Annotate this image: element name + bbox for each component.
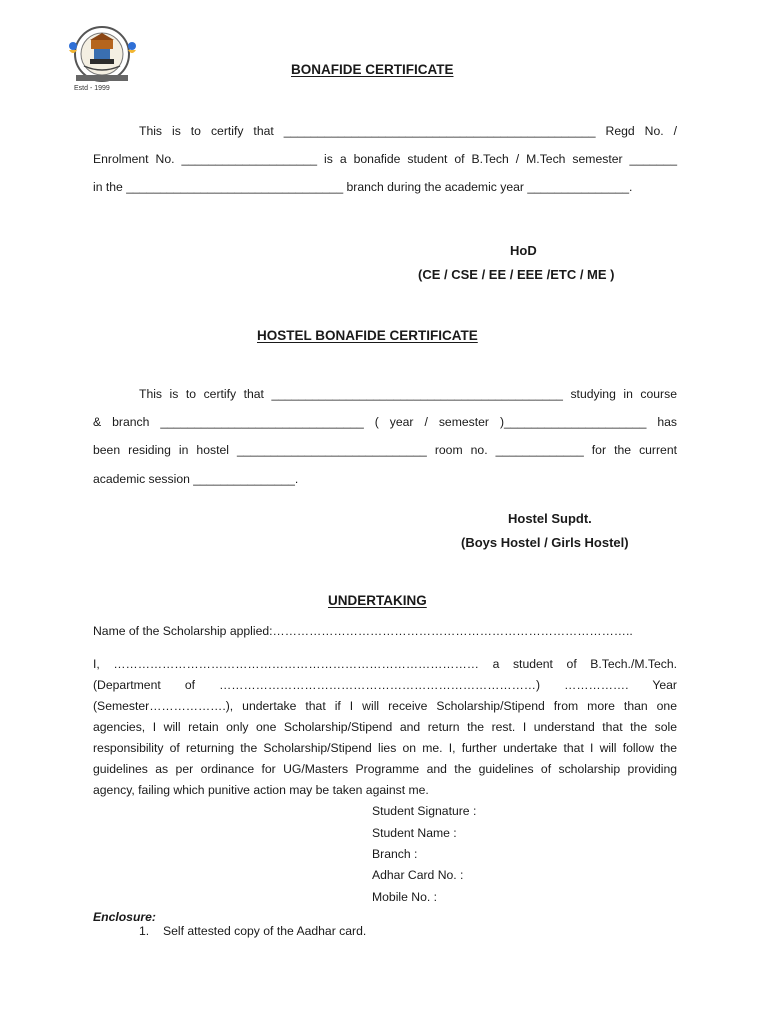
hostel-types: (Boys Hostel / Girls Hostel) [461,535,629,550]
bonafide-title: BONAFIDE CERTIFICATE [291,62,454,77]
student-signature-field: Student Signature : [372,804,477,818]
hostel-line-3: been residing in hostel ____________________________ room no. _____________ for the current [93,443,677,457]
undertaking-para-line-4: agencies, I will retain only one Scholarship/Stipend and return the rest. I understand that the sole [93,720,677,734]
hostel-supdt-signatory: Hostel Supdt. [508,511,592,526]
branch-field: Branch : [372,847,418,861]
enclosure-item-text: Self attested copy of the Aadhar card. [163,924,367,938]
hod-signatory: HoD [510,243,537,258]
undertaking-title: UNDERTAKING [328,593,427,608]
hostel-line-4: academic session _______________. [93,472,299,486]
logo-establishment-text: Estd - 1999 [74,85,110,92]
bonafide-line-1: This is to certify that ______________________________________________ Regd No. / [139,124,677,138]
adhar-card-field: Adhar Card No. : [372,868,464,882]
undertaking-para-last-line: agency, failing which punitive action may be taken against me. [93,783,429,797]
undertaking-para-line-3: (Semester……………….), undertake that if I will receive Scholarship/Stipend from more than one [93,699,677,713]
undertaking-para-line-1: I, ……………………………………………………………………………… a student of B.Tech./M.Tech. [93,657,677,671]
scholarship-name-line: Name of the Scholarship applied:…………………………………………………………………………….. [93,624,633,638]
hostel-bonafide-title: HOSTEL BONAFIDE CERTIFICATE [257,328,478,343]
student-name-field: Student Name : [372,826,457,840]
hostel-line-2: & branch ______________________________ ( year / semester )_____________________ has [93,415,677,429]
undertaking-para-line-6: guidelines as per ordinance for UG/Masters Programme and the guidelines of scholarship providing [93,762,677,776]
enclosure-heading: Enclosure: [93,910,156,924]
hod-departments: (CE / CSE / EE / EEE /ETC / ME ) [418,267,615,282]
hostel-line-1: This is to certify that ___________________________________________ studying in course [139,387,677,401]
mobile-number-field: Mobile No. : [372,890,438,904]
institution-logo [62,22,142,94]
undertaking-para-line-2: (Department of ……………………………………………………………………) ……………. Year [93,678,677,692]
enclosure-item-number: 1. [139,924,150,938]
bonafide-line-3: in the ________________________________ branch during the academic year _______________. [93,180,633,194]
bonafide-line-2: Enrolment No. ____________________ is a bonafide student of B.Tech / M.Tech semester _______ [93,152,677,166]
undertaking-para-line-5: responsibility of returning the Scholarship/Stipend lies on me. I, further undertake that I will follow the [93,741,677,755]
